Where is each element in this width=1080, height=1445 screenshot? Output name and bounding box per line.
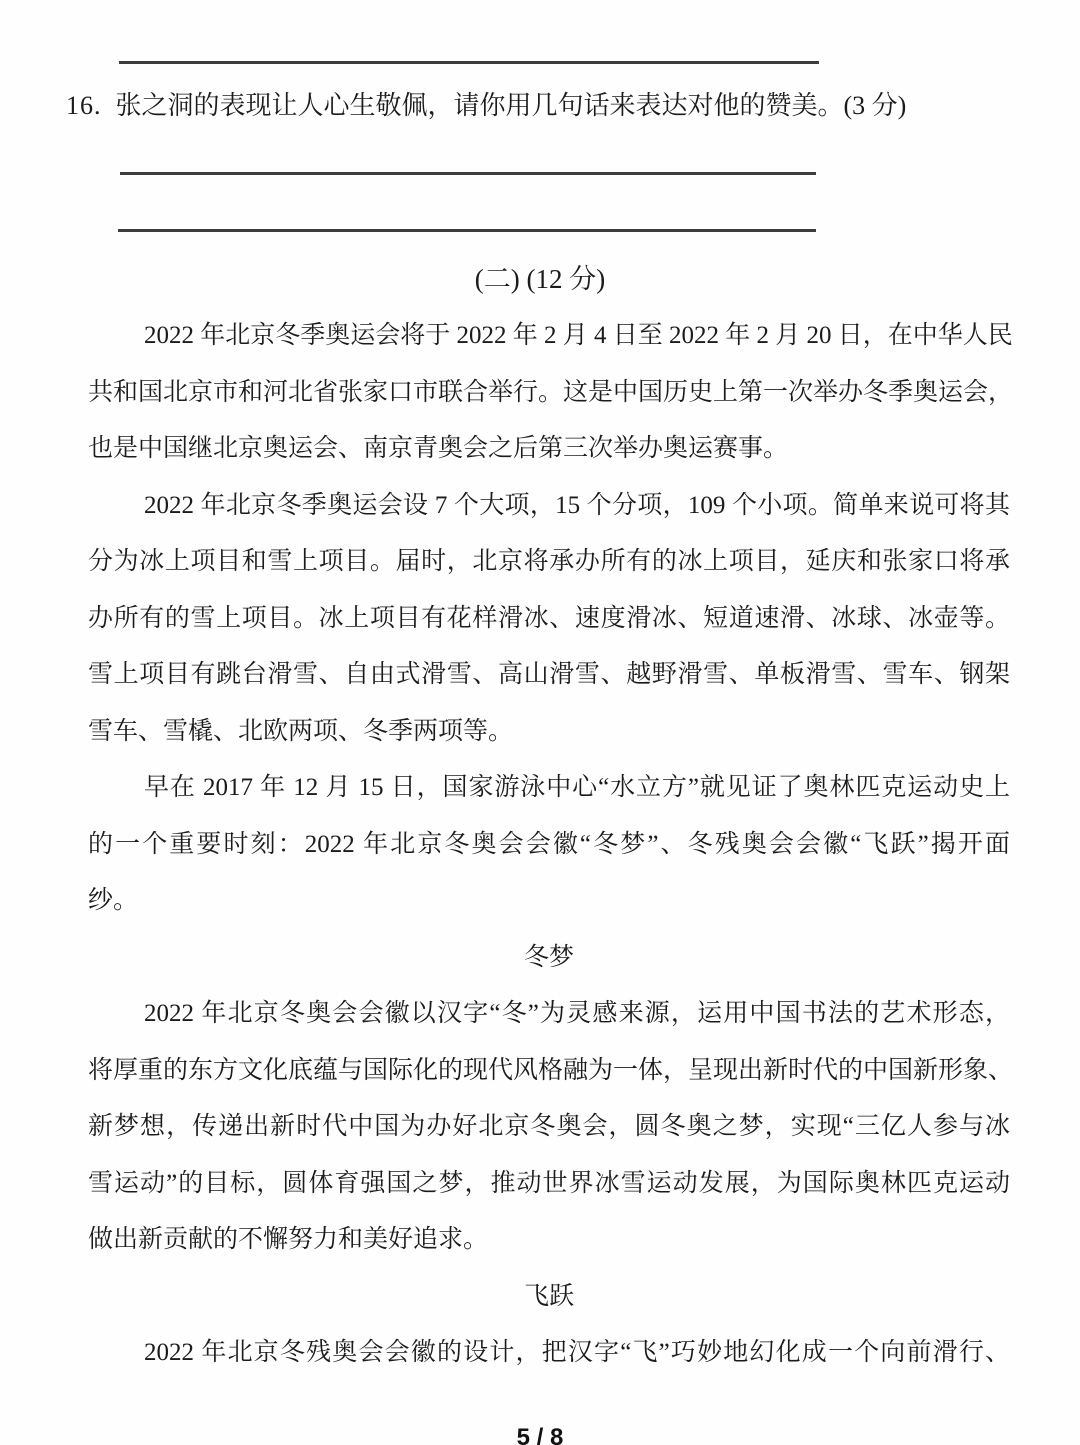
paragraph-line: 2022 年北京冬季奥运会将于 2022 年 2 月 4 日至 2022 年 2 月 20 日，在中华人民 <box>144 322 1013 349</box>
question-number: 16. <box>66 91 102 120</box>
page-number: 5 / 8 <box>516 1424 564 1445</box>
paragraph-line: 雪运动”的目标，圆体育强国之梦，推动世界冰雪运动发展，为国际奥林匹克运动 <box>88 1169 1010 1197</box>
emblem-heading-dongmeng: 冬梦 <box>523 943 574 971</box>
paragraph-line: 2022 年北京冬奥会会徽以汉字“冬”为灵感来源，运用中国书法的艺术形态， <box>144 1000 1010 1027</box>
answer-line <box>120 172 816 175</box>
section-heading: (二) (12 分) <box>474 264 606 294</box>
paragraph-line: 2022 年北京冬残奥会会徽的设计，把汉字“飞”巧妙地幻化成一个向前滑行、 <box>144 1339 1010 1366</box>
paragraph-line: 雪上项目有跳台滑雪、自由式滑雪、高山滑雪、越野滑雪、单板滑雪、雪车、钢架 <box>88 661 1010 688</box>
question-16 <box>66 90 1026 122</box>
answer-line <box>119 61 819 64</box>
paragraph-line: 2022 年北京冬季奥运会设 7 个大项，15 个分项，109 个小项。简单来说可将其 <box>144 491 1010 519</box>
paragraph-line: 分为冰上项目和雪上项目。届时，北京将承办所有的冰上项目，延庆和张家口将承 <box>88 548 1010 575</box>
emblem-heading-feiyue: 飞跃 <box>523 1282 574 1310</box>
paragraph-line: 也是中国继北京奥运会、南京青奥会之后第三次举办奥运赛事。 <box>88 435 789 462</box>
paragraph-line: 将厚重的东方文化底蕴与国际化的现代风格融为一体，呈现出新时代的中国新形象、 <box>88 1056 1014 1084</box>
paragraph-line: 早在 2017 年 12 月 15 日，国家游泳中心“水立方”就见证了奥林匹克运动史上 <box>144 774 1010 801</box>
paragraph-line: 共和国北京市和河北省张家口市联合举行。这是中国历史上第一次举办冬季奥运会， <box>88 378 1014 406</box>
paragraph-line: 新梦想，传递出新时代中国为办好北京冬奥会，圆冬奥之梦，实现“三亿人参与冰 <box>88 1113 1010 1140</box>
paragraph-line: 雪车、雪橇、北欧两项、冬季两项等。 <box>88 717 514 745</box>
paragraph-line: 纱。 <box>88 887 139 914</box>
reading-passage <box>88 308 1014 1382</box>
paragraph-line: 做出新贡献的不懈努力和美好追求。 <box>88 1226 489 1253</box>
question-text: 张之洞的表现让人心生敬佩，请你用几句话来表达对他的赞美。(3 分) <box>115 91 907 120</box>
answer-line <box>118 229 816 232</box>
paragraph-line: 办所有的雪上项目。冰上项目有花样滑冰、速度滑冰、短道速滑、冰球、冰壶等。 <box>88 604 1010 632</box>
paragraph-line: 的一个重要时刻：2022 年北京冬奥会会徽“冬梦”、冬残奥会会徽“飞跃”揭开面 <box>88 830 1010 858</box>
